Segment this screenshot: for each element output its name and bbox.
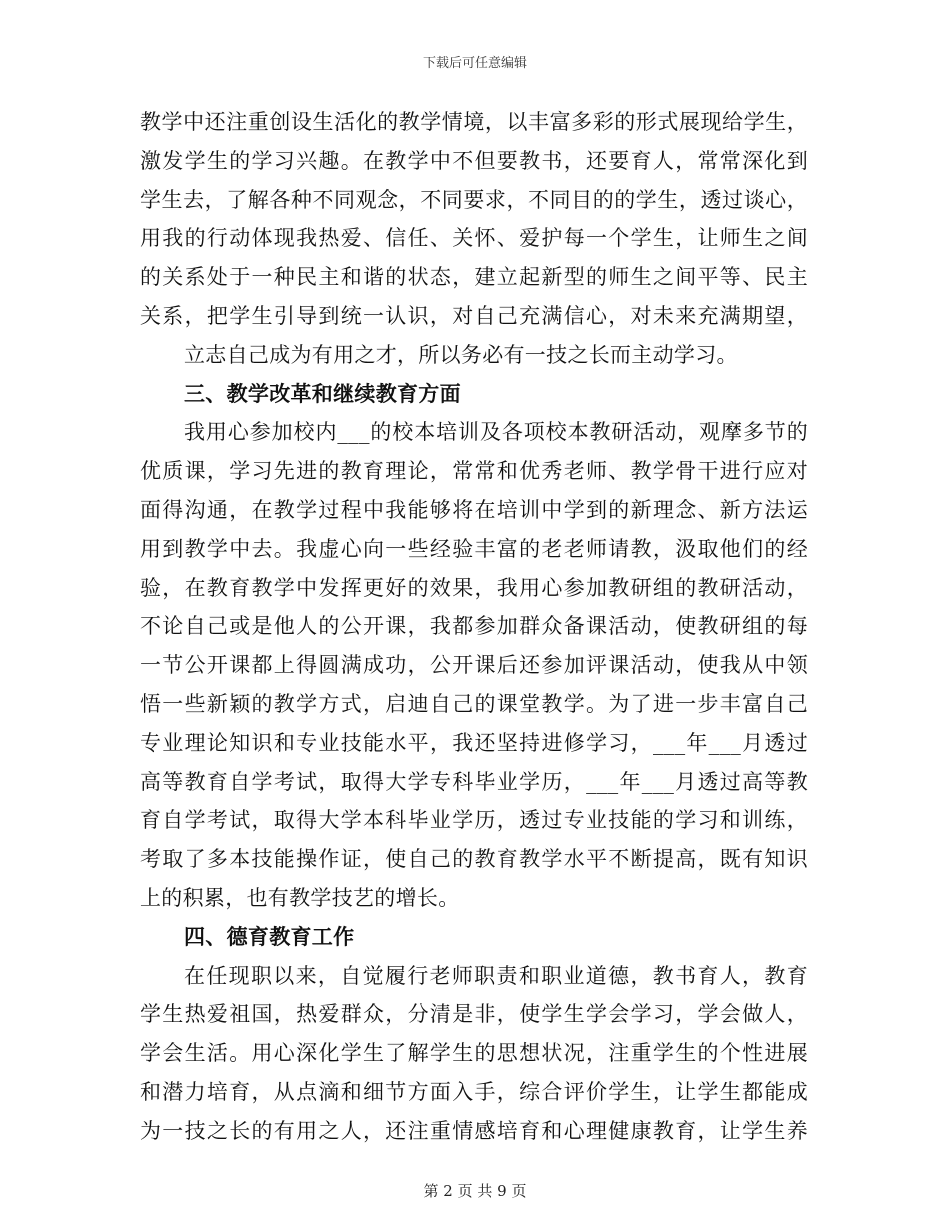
text-line: 的关系处于一种民主和谐的状态，建立起新型的师生之间平等、民主: [140, 265, 808, 290]
text-line: 一节公开课都上得圆满成功，公开课后还参加评课活动，使我从中领: [140, 653, 808, 678]
text-line: 上的积累，也有教学技艺的增长。: [140, 885, 460, 910]
text-line: 为一技之长的有用之人，还注重情感培育和心理健康教育，让学生养: [140, 1118, 808, 1143]
document-body: [140, 103, 808, 1151]
section-heading: 三、教学改革和继续教育方面: [184, 381, 461, 406]
text-line: 专业理论知识和专业技能水平，我还坚持进修学习，___年___月透过: [140, 730, 808, 755]
text-line: 教学中还注重创设生活化的教学情境，以丰富多彩的形式展现给学生，: [140, 110, 808, 134]
text-line: 学生去，了解各种不同观念，不同要求，不同目的的学生，透过谈心，: [140, 187, 808, 212]
text-line: 优质课，学习先进的教育理论，常常和优秀老师、教学骨干进行应对: [140, 459, 808, 484]
page-footer: 第 2 页 共 9 页: [423, 1182, 527, 1200]
text-line: 学会生活。用心深化学生了解学生的思想状况，注重学生的个性进展: [140, 1041, 808, 1066]
section-heading: 四、德育教育工作: [184, 924, 355, 949]
text-line: 不论自己或是他人的公开课，我都参加群众备课活动，使教研组的每: [140, 614, 808, 639]
text-line: 面得沟通，在教学过程中我能够将在培训中学到的新理念、新方法运: [140, 497, 808, 522]
text-line: 考取了多本技能操作证，使自己的教育教学水平不断提高，既有知识: [140, 847, 808, 872]
text-line: 验，在教育教学中发挥更好的效果，我用心参加教研组的教研活动，: [140, 575, 808, 600]
text-line: 激发学生的学习兴趣。在教学中不但要教书，还要育人，常常深化到: [140, 148, 808, 173]
text-line: 关系，把学生引导到统一认识，对自己充满信心，对未来充满期望，: [140, 303, 808, 328]
text-line: 用我的行动体现我热爱、信任、关怀、爱护每一个学生，让师生之间: [140, 226, 808, 251]
text-line: 在任现职以来，自觉履行老师职责和职业道德，教书育人，教育: [184, 963, 808, 988]
text-line: 用到教学中去。我虚心向一些经验丰富的老老师请教，汲取他们的经: [140, 536, 808, 561]
text-line: 高等教育自学考试，取得大学专科毕业学历，___年___月透过高等教: [140, 769, 808, 794]
text-line: 育自学考试，取得大学本科毕业学历，透过专业技能的学习和训练，: [140, 808, 808, 833]
text-line: 悟一些新颖的教学方式，启迪自己的课堂教学。为了进一步丰富自己: [140, 691, 808, 716]
text-line: 和潜力培育，从点滴和细节方面入手，综合评价学生，让学生都能成: [140, 1079, 808, 1104]
text-line: 立志自己成为有用之才，所以务必有一技之长而主动学习。: [184, 342, 738, 367]
text-line: 我用心参加校内___的校本培训及各项校本教研活动，观摩多节的: [184, 420, 808, 445]
page-header: 下载后可任意编辑: [422, 56, 527, 71]
text-line: 学生热爱祖国，热爱群众，分清是非，使学生学会学习，学会做人，: [140, 1002, 808, 1027]
